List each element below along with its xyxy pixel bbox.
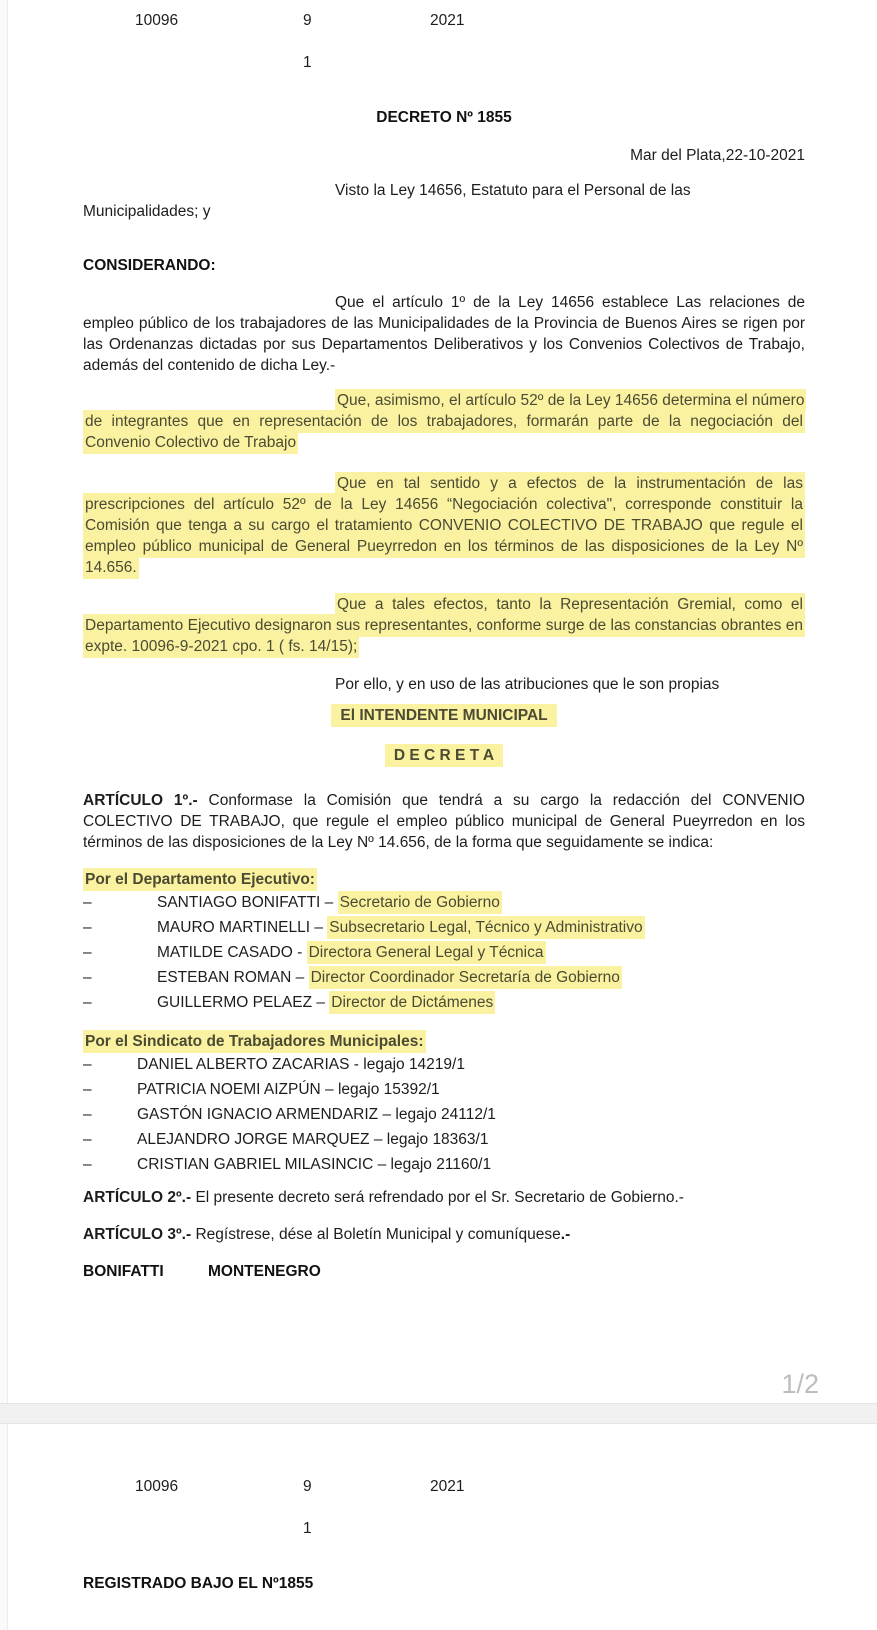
visto-paragraph (83, 180, 805, 222)
member-separator: – (369, 1131, 387, 1148)
union-member-row (83, 1127, 805, 1152)
member-legajo: legajo 18363/1 (386, 1131, 489, 1148)
recital-text-1: Que el artículo 1º de la Ley 14656 establece Las relaciones de empleo público de los trabajadores de las Municipalidades de la Provincia de Buenos Aires se rigen por las Ordenanzas dictadas por sus Departamentos Deliberativos y los Convenios Colectivos de Trabajo, además del contenido de dicha Ley.- (83, 294, 805, 374)
member-separator: – (291, 969, 309, 986)
member-name: GUILLERMO PELAEZ (157, 994, 313, 1011)
file-year: 2021 (430, 12, 465, 29)
file-alcance: 9 (303, 12, 312, 29)
member-name: ALEJANDRO JORGE MARQUEZ (137, 1131, 370, 1148)
list-bullet: – (83, 894, 92, 911)
articulo-1-text: Conformase la Comisión que tendrá a su cargo la redacción del CONVENIO COLECTIVO DE TRABAJO, que regule el empleo público municipal de General Pueyrredon en los términos de las disposiciones de la Ley Nº 14.656, de la forma que seguidamente se indica: (83, 792, 805, 851)
signature-row (83, 1261, 805, 1282)
articulo-3-label: ARTÍCULO 3º.- (83, 1226, 192, 1243)
member-role-highlight: Director de Dictámenes (329, 991, 495, 1014)
sindicato-heading: Por el Sindicato de Trabajadores Municipales: (83, 1030, 426, 1053)
committee-member-row (83, 940, 805, 965)
member-role-highlight: Directora General Legal y Técnica (307, 941, 546, 964)
articulo-2-text: El presente decreto será refrendado por el Sr. Secretario de Gobierno.- (191, 1189, 684, 1206)
member-name: PATRICIA NOEMI AIZPÚN (137, 1081, 321, 1098)
recital-paragraph-2 (83, 390, 805, 453)
file-cuerpo: 1 (303, 54, 312, 71)
union-member-row (83, 1077, 805, 1102)
list-bullet: – (83, 1056, 92, 1073)
dateline: Mar del Plata,22-10-2021 (630, 147, 805, 164)
file-reference-row (0, 10, 877, 31)
member-separator: – (373, 1156, 391, 1173)
file-year: 2021 (430, 1478, 465, 1495)
member-legajo: legajo 14219/1 (363, 1056, 465, 1073)
recital-paragraph-1 (83, 292, 805, 376)
member-separator: – (378, 1106, 396, 1123)
articulo-1-label: ARTÍCULO 1º.- (83, 792, 198, 809)
file-reference-row-2 (0, 1518, 877, 1539)
member-separator: - (292, 944, 307, 961)
articulo-2-label: ARTÍCULO 2º.- (83, 1189, 192, 1206)
member-name: MAURO MARTINELLI (157, 919, 311, 936)
member-name: GASTÓN IGNACIO ARMENDARIZ (137, 1106, 379, 1123)
member-name: MATILDE CASADO (157, 944, 293, 961)
member-separator: – (310, 919, 328, 936)
committee-member-row (83, 890, 805, 915)
list-bullet: – (83, 1106, 92, 1123)
list-bullet: – (83, 1081, 92, 1098)
articulo-3-text: Regístrese, dése al Boletín Municipal y comuníquese (191, 1226, 561, 1243)
page-indicator: 1/2 (781, 1369, 819, 1399)
member-legajo: legajo 24112/1 (395, 1106, 496, 1123)
considerando-heading: CONSIDERANDO: (83, 257, 216, 274)
ejecutivo-heading-line (83, 869, 805, 890)
member-role-highlight: Secretario de Gobierno (338, 891, 502, 914)
signature-montenegro: MONTENEGRO (208, 1263, 321, 1280)
member-name: SANTIAGO BONIFATTI (157, 894, 321, 911)
highlighted-recital-text-2: Que, asimismo, el artículo 52º de la Ley 14656 determina el número de integrantes que en representación de los trabajadores, formarán parte de la negociación del Convenio Colectivo de Trabajo (83, 389, 806, 454)
file-number: 10096 (135, 1478, 179, 1495)
member-role-highlight: Director Coordinador Secretaría de Gobierno (309, 966, 622, 989)
list-bullet: – (83, 969, 92, 986)
list-bullet: – (83, 1156, 92, 1173)
list-bullet: – (83, 1131, 92, 1148)
committee-member-row (83, 915, 805, 940)
file-reference-row-2 (0, 52, 877, 73)
signature-bonifatti: BONIFATTI (83, 1263, 164, 1280)
union-member-row (83, 1052, 805, 1077)
visto-line-1: Visto la Ley 14656, Estatuto para el Personal de las (335, 182, 691, 199)
committee-member-row (83, 965, 805, 990)
member-name: DANIEL ALBERTO ZACARIAS (137, 1056, 350, 1073)
por-ello-paragraph: Por ello, y en uso de las atribuciones que le son propias (335, 676, 720, 693)
ejecutivo-heading: Por el Departamento Ejecutivo: (83, 868, 317, 891)
highlighted-recital-text-4: Que a tales efectos, tanto la Representación Gremial, como el Departamento Ejecutivo designaron sus representantes, conforme surge de las constancias obrantes en expte. 10096-9-2021 cpo. 1 ( fs. 14/15); (83, 593, 805, 658)
visto-line-2: Municipalidades; y (83, 203, 211, 220)
member-role-highlight: Subsecretario Legal, Técnico y Administrativo (327, 916, 644, 939)
sindicato-heading-line (83, 1031, 805, 1052)
intendente-highlight: El INTENDENTE MUNICIPAL (331, 704, 556, 727)
list-bullet: – (83, 944, 92, 961)
registrado-heading: REGISTRADO BAJO EL Nº1855 (83, 1575, 314, 1592)
list-bullet: – (83, 994, 92, 1011)
page-break-separator (0, 1403, 877, 1424)
file-number: 10096 (135, 12, 179, 29)
document-page-2 (0, 1424, 877, 1594)
member-separator: – (320, 1081, 338, 1098)
list-bullet: – (83, 919, 92, 936)
member-separator: – (320, 894, 338, 911)
committee-member-row (83, 990, 805, 1015)
member-legajo: legajo 21160/1 (390, 1156, 492, 1173)
articulo-2-paragraph (83, 1187, 805, 1208)
member-name: CRISTIAN GABRIEL MILASINCIC (137, 1156, 374, 1173)
file-alcance: 9 (303, 1478, 312, 1495)
recital-paragraph-4 (83, 594, 805, 657)
union-member-row (83, 1152, 805, 1177)
decreta-line (83, 745, 805, 766)
articulo-3-paragraph (83, 1224, 805, 1245)
union-member-row (83, 1102, 805, 1127)
member-legajo: legajo 15392/1 (337, 1081, 440, 1098)
intendente-line (83, 705, 805, 726)
member-separator: - (349, 1056, 364, 1073)
decreta-highlight: D E C R E T A (385, 744, 503, 767)
highlighted-recital-text-3: Que en tal sentido y a efectos de la instrumentación de las prescripciones del artículo 52º de la Ley 14656 “Negociación colectiva", corresponde constituir la Comisión que tenga a su cargo el tratamiento CONVENIO COLECTIVO DE TRABAJO que regule el empleo público municipal de General Pueyrredon en los términos de las disposiciones de la Ley Nº 14.656. (83, 472, 805, 579)
member-name: ESTEBAN ROMAN (157, 969, 292, 986)
decree-title: DECRETO Nº 1855 (376, 109, 512, 126)
file-cuerpo: 1 (303, 1520, 312, 1537)
recital-paragraph-3 (83, 473, 805, 578)
file-reference-row (0, 1476, 877, 1497)
articulo-1-paragraph (83, 790, 805, 853)
member-separator: – (312, 994, 330, 1011)
articulo-3-tail: .- (560, 1226, 571, 1243)
